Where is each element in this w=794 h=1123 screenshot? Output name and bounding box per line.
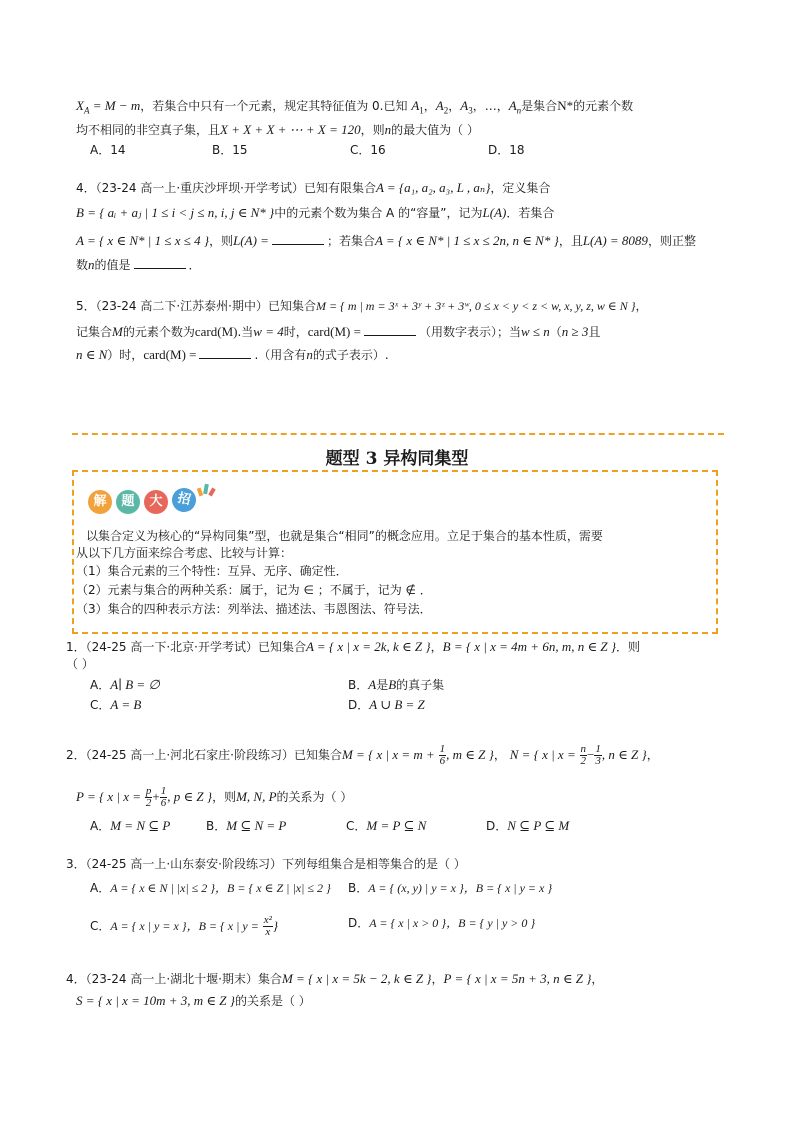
- q2-option-c: C．M = P ⊆ N: [346, 818, 427, 833]
- q3-option-b: B．A = { (x, y) | y = x }，B = { x | y = x }: [348, 881, 553, 895]
- q4a-line-4: 数n的值是 ．: [76, 257, 201, 272]
- section-title: 题型 3 异构同集型: [325, 449, 469, 469]
- q3-option-c: C．A = { x | y = x }，B = { x | y = $\frac{\text{x²}}{x}$ }: [90, 914, 279, 938]
- top-option-c: C．16: [350, 143, 386, 157]
- q1-line-2: （ ）: [66, 657, 94, 671]
- fraction: $\frac{\text{x²}}{x}$: [263, 914, 272, 938]
- q1-line-1: 1．（24-25 高一下·北京·开学考试）已知集合A = { x | x = 2k, k ∈ Z }，B = { x | x = 4m + 6n, m, n ∈ Z }．则: [66, 639, 641, 654]
- top-line-2: 均不相同的非空真子集，且X + X + X + ⋯ + X = 120，则n的最大值为（ ）: [76, 122, 479, 137]
- q4b-line-2: S = { x | x = 10m + 3, m ∈ Z }的关系是（ ）: [76, 993, 311, 1008]
- top-option-a: A．14: [90, 143, 126, 157]
- tip-line-2: 从以下几方面来综合考虑、比较与计算：: [76, 546, 293, 560]
- badge-char: 招: [170, 486, 198, 514]
- q3-option-a: A．A = { x ∈ N | |x| ≤ 2 }，B = { x ∈ Z | |x| ≤ 2 }: [90, 881, 331, 895]
- badge-char: 解: [88, 490, 112, 514]
- badge-char: 大: [144, 490, 168, 514]
- answer-blank[interactable]: [364, 323, 416, 336]
- q2-line-1: 2．（24-25 高一上·河北石家庄·阶段练习）已知集合M = { x | x = m + $\frac{1}{6}$ , m ∈ Z }， N = { x | x = $\frac{n}{2}$ − $\frac{1}{3}$ , n ∈ Z }，: [66, 743, 659, 767]
- q1-option-b: B．A是B的真子集: [348, 677, 445, 692]
- fraction: $\frac{n}{2}$: [580, 743, 587, 767]
- q5-line-2: 记集合M的元素个数为card(M).当w = 4时，card(M) = （用数字表示）；当w ≤ n（n ≥ 3且: [76, 324, 601, 339]
- q2-line-2: P = { x | x = $\frac{p}{2}$ + $\frac{1}{6}$ , p ∈ Z }，则M, N, P的关系为（ ）: [76, 785, 353, 809]
- tip-line-5: （3）集合的四种表示方法：列举法、描述法、韦恩图法、符号法．: [76, 602, 432, 616]
- q4a-line-2: B = { aᵢ + aⱼ | 1 ≤ i < j ≤ n, i, j ∈ N* }中的元素个数为集合 A 的“容量”，记为L(A)．若集合: [76, 205, 555, 220]
- fraction: $\frac{1}{3}$: [595, 743, 601, 767]
- tip-line-1: 以集合定义为核心的“异构同集”型，也就是集合“相同”的概念应用。立足于集合的基本性质，需要: [86, 529, 603, 543]
- tip-line-3: （1）集合元素的三个特性：互异、无序、确定性．: [76, 564, 348, 578]
- answer-blank[interactable]: [272, 232, 324, 245]
- section-divider: [72, 433, 724, 435]
- q4a-line-1: 4．（23-24 高一上·重庆沙坪坝·开学考试）已知有限集合A = {a₁, a₂, a₃, L , aₙ}，定义集合: [76, 180, 551, 195]
- q2-option-d: D．N ⊆ P ⊆ M: [486, 818, 570, 833]
- answer-blank[interactable]: [199, 346, 251, 359]
- q2-option-b: B．M ⊆ N = P: [206, 818, 287, 833]
- answer-blank[interactable]: [134, 256, 186, 269]
- q4b-line-1: 4．（23-24 高一上·湖北十堰·期末）集合M = { x | x = 5k − 2, k ∈ Z }，P = { x | x = 5n + 3, n ∈ Z }，: [66, 971, 604, 986]
- tip-badge: [84, 482, 234, 518]
- fraction: $\frac{1}{6}$: [439, 743, 446, 767]
- q1-option-a: A．A∣ B = ∅: [90, 677, 160, 692]
- q3-line-1: 3．（24-25 高一上·山东泰安·阶段练习）下列每组集合是相等集合的是（ ）: [66, 857, 466, 871]
- badge-char: 题: [116, 490, 140, 514]
- top-option-d: D．18: [488, 143, 525, 157]
- top-line-1: $X_A = M - m$，若集合中只有一个元素，规定其特征值为 0.已知 $A_1$，$A_2$，$A_3$，…，$A_n$是集合N*的元素个数: [76, 98, 634, 116]
- tip-line-4: （2）元素与集合的两种关系：属于，记为 ∈ ；不属于，记为 ∉ ．: [76, 583, 432, 597]
- q5-line-1: 5．（23-24 高二下·江苏泰州·期中）已知集合M = { m | m = 3ˣ + 3ʸ + 3ᶻ + 3ʷ, 0 ≤ x < y < z < w, x, y, z, w ∈ N }，: [76, 299, 648, 313]
- q1-option-d: D．A ∪ B = Z: [348, 697, 425, 712]
- fraction: $\frac{p}{2}$: [145, 785, 152, 809]
- q3-option-d: D．A = { x | x > 0 }，B = { y | y > 0 }: [348, 916, 536, 930]
- fraction: $\frac{1}{6}$: [160, 785, 167, 809]
- q1-option-c: C．A = B: [90, 697, 142, 712]
- q5-line-3: n ∈ N）时，card(M) = .（用含有n的式子表示）.: [76, 347, 389, 362]
- sparkle-icon: [196, 482, 216, 498]
- q2-option-a: A．M = N ⊆ P: [90, 818, 171, 833]
- top-option-b: B．15: [212, 143, 248, 157]
- q4a-line-3: A = { x ∈ N* | 1 ≤ x ≤ 4 }，则L(A) = ；若集合A = { x ∈ N* | 1 ≤ x ≤ 2n, n ∈ N* }，且L(A) = 8089，则正整: [76, 233, 696, 248]
